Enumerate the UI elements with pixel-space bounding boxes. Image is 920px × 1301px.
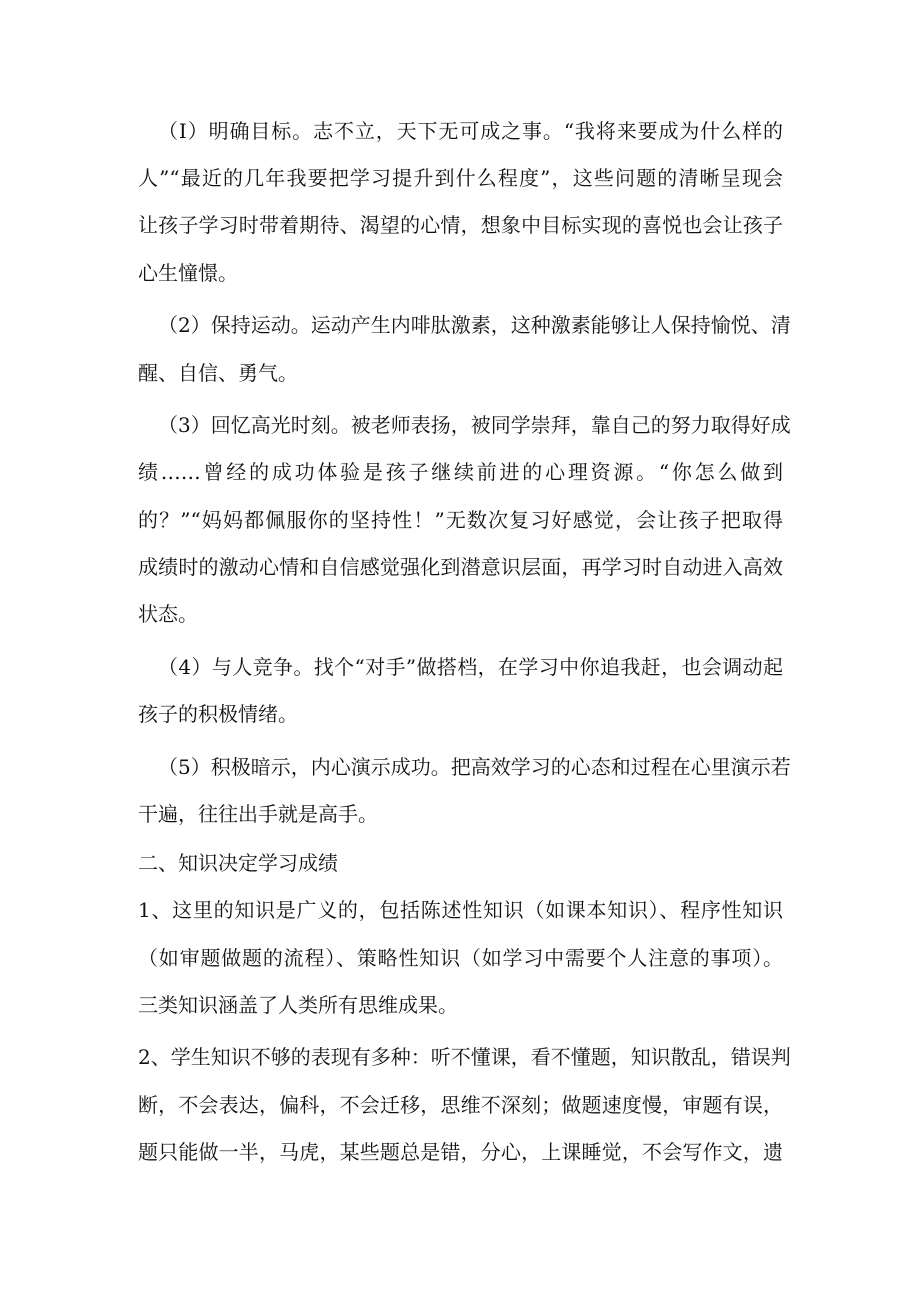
- paragraph-3-line-2: 绩……曾经的成功体验是孩子继续前进的心理资源。“你怎么做到: [138, 460, 783, 484]
- paragraph-3-line-5: 状态。: [138, 602, 198, 626]
- paragraph-3-line-1: （3）回忆高光时刻。被老师表扬，被同学崇拜，靠自己的努力取得好成: [158, 413, 791, 437]
- paragraph-4-line-1: （4）与人竞争。找个“对手”做搭档，在学习中你追我赶，也会调动起: [158, 655, 783, 679]
- paragraph-3-line-3: 的？”“妈妈都佩服你的坚持性！”无数次复习好感觉，会让孩子把取得: [138, 508, 783, 532]
- paragraph-2-line-1: （2）保持运动。运动产生内啡肽激素，这种激素能够让人保持愉悦、清: [158, 313, 791, 337]
- paragraph-1-line-4: 心生憧憬。: [138, 261, 238, 285]
- paragraph-7-line-2: 断，不会表达，偏科，不会迁移，思维不深刻；做题速度慢，审题有误，: [138, 1093, 783, 1117]
- paragraph-5-line-1: （5）积极暗示，内心演示成功。把高效学习的心态和过程在心里演示若: [158, 755, 791, 779]
- paragraph-1-line-1: （I）明确目标。志不立，天下无可成之事。“我将来要成为什么样的: [158, 119, 783, 143]
- paragraph-4-line-2: 孩子的积极情绪。: [138, 702, 298, 726]
- paragraph-6-line-3: 三类知识涵盖了人类所有思维成果。: [138, 993, 458, 1017]
- paragraph-7-line-3: 题只能做一半，马虎，某些题总是错，分心，上课睡觉，不会写作文，遗: [138, 1140, 783, 1164]
- paragraph-7-line-1: 2、学生知识不够的表现有多种：听不懂课，看不懂题，知识散乱，错误判: [138, 1045, 791, 1069]
- section-heading: 二、知识决定学习成绩: [138, 851, 338, 875]
- paragraph-2-line-2: 醒、自信、勇气。: [138, 361, 298, 385]
- paragraph-6-line-2: （如审题做题的流程）、策略性知识（如学习中需要个人注意的事项）。: [138, 946, 783, 970]
- paragraph-1-line-2: 人”“最近的几年我要把学习提升到什么程度”，这些问题的清晰呈现会: [138, 166, 783, 190]
- paragraph-3-line-4: 成绩时的激动心情和自信感觉强化到潜意识层面，再学习时自动进入高效: [138, 555, 783, 579]
- paragraph-5-line-2: 干遍，往往出手就是高手。: [138, 802, 378, 826]
- paragraph-1-line-3: 让孩子学习时带着期待、渴望的心情，想象中目标实现的喜悦也会让孩子: [138, 213, 783, 237]
- paragraph-6-line-1: 1、这里的知识是广义的，包括陈述性知识（如课本知识）、程序性知识: [138, 898, 783, 922]
